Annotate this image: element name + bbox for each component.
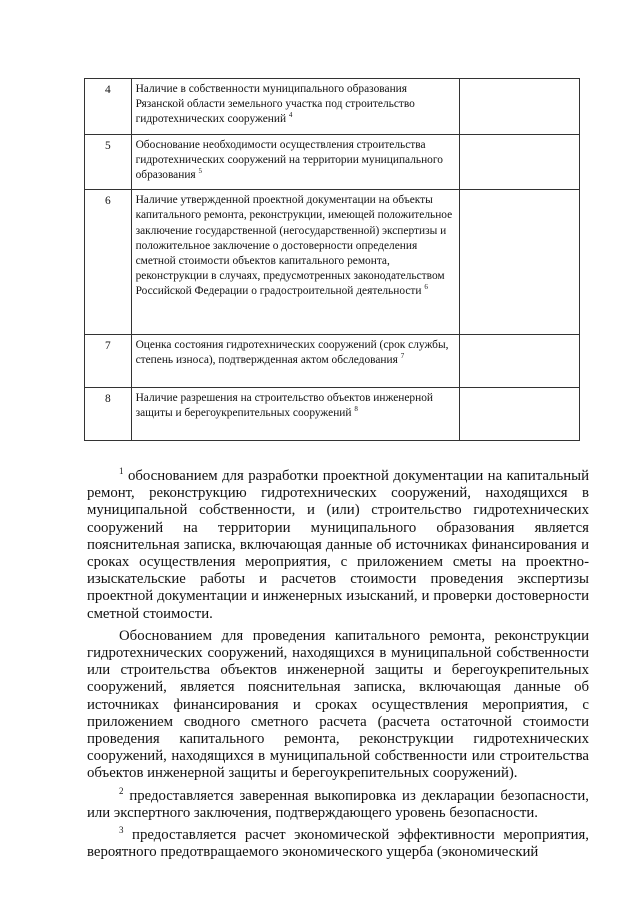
footnote-text: Обоснованием для проведения капитального ремонта, реконструкции гидротехнических сооружений, находящихся в муниципальной собственности или строительства объектов инженерной защиты и берегоукрепительных сооружений, является пояснительная записка, включающая данные об источниках финансирования и сроках осуществления мероприятия, с приложением сводного сметного расчета (расчета остаточной стоимости проведения капитального ремонта, реконструкции гидротехнических сооружений, находящихся в муниципальной собственности или строительства объектов инженерной защиты и берегоукрепительных сооружений). <box>87 627 589 782</box>
footnote-mark: 8 <box>354 405 358 414</box>
row-text-body: Обоснование необходимости осуществления строительства гидротехнических сооружений на территории муниципального образования <box>135 138 443 182</box>
footnote-text: предоставляется заверенная выкопировка из декларации безопасности, или экспертного заключения, подтверждающего уровень безопасности. <box>87 787 589 821</box>
row-text-body: Оценка состояния гидротехнических сооружений (срок службы, степень износа), подтвержденная актом обследования <box>135 339 449 367</box>
row-text-body: Наличие разрешения на строительство объектов инженерной защиты и берегоукрепительных сооружений <box>135 392 434 420</box>
table-row <box>85 388 580 441</box>
row-number: 8 <box>85 388 132 441</box>
empty-cell <box>460 79 580 135</box>
row-text <box>131 335 460 388</box>
requirements-table <box>84 78 580 441</box>
table-row <box>85 190 580 335</box>
row-text-body: Наличие утвержденной проектной документации на объекты капитального ремонта, реконструкции, имеющей положительное заключение государственной (негосударственной) экспертизы и положительное заключение о достоверности определения сметной стоимости объектов капитального ремонта, реконструкции в случаях, предусмотренных законодательством Российской Федерации о градостроительной деятельности <box>135 194 453 298</box>
row-number: 7 <box>85 335 132 388</box>
row-text <box>131 388 460 441</box>
footnote-text: предоставляется расчет экономической эффективности мероприятия, вероятного предотвращаемого экономического ущерба (экономический <box>87 827 589 861</box>
footnote-mark: 6 <box>424 283 428 292</box>
footnotes <box>87 468 589 866</box>
row-number: 4 <box>85 79 132 135</box>
footnote-paragraph <box>87 785 589 822</box>
empty-cell <box>460 190 580 335</box>
footnote-paragraph <box>87 827 589 861</box>
row-number: 6 <box>85 190 132 335</box>
row-text <box>131 134 460 190</box>
footnote-number: 1 <box>119 466 124 477</box>
table-row <box>85 134 580 190</box>
footnote-paragraph <box>87 468 589 623</box>
footnote-number: 2 <box>119 785 124 796</box>
footnote-mark: 5 <box>198 167 203 176</box>
row-number: 5 <box>85 134 132 190</box>
footnote-number: 3 <box>119 825 124 836</box>
footnote-mark: 7 <box>400 352 405 361</box>
row-text <box>131 79 460 135</box>
table-row <box>85 335 580 388</box>
footnote-paragraph <box>87 628 589 783</box>
table-row <box>85 79 580 135</box>
empty-cell <box>460 335 580 388</box>
footnote-mark: 4 <box>288 111 293 120</box>
empty-cell <box>460 134 580 190</box>
empty-cell <box>460 388 580 441</box>
row-text <box>131 190 460 335</box>
footnote-text: обоснованием для разработки проектной документации на капитальный ремонт, реконструкцию гидротехнических сооружений, находящихся в муниципальной собственности, и (или) строительство гидротехнических сооружений на территории муниципального образования является пояснительная записка, включающая данные об источниках финансирования и сроках осуществления мероприятия, с приложением сметы на проектно-изыскательские работы и расчетов стоимости проведения экспертизы проектной документации и инженерных изысканий, и проверки достоверности сметной стоимости. <box>87 468 589 622</box>
row-text-body: Наличие в собственности муниципального образования Рязанской области земельного участка под строительство гидротехнических сооружений <box>135 83 415 126</box>
